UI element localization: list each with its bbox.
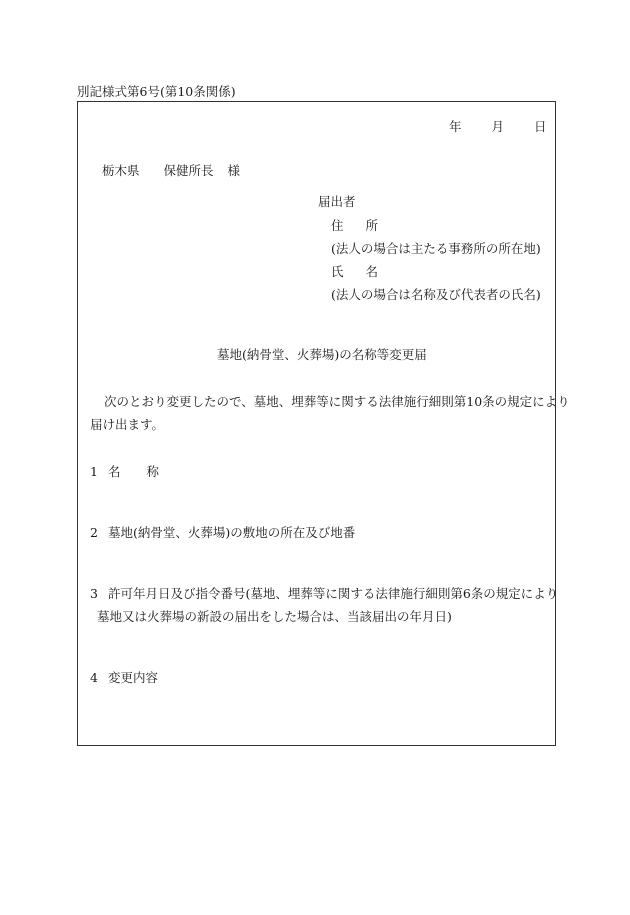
item-1: 1 名 称 [90,464,159,479]
applicant-name-label: 氏 名 [331,264,379,279]
item-4-label: 変更内容 [107,670,158,685]
document-title: 墓地(納骨堂、火葬場)の名称等変更届 [217,347,427,362]
date-line [449,119,547,135]
applicant-address-label: 住 所 [331,218,379,233]
addressee-office: 保健所長 [163,163,214,178]
applicant-name-note: (法人の場合は名称及び代表者の氏名) [331,287,541,302]
day-label: 日 [534,119,547,134]
item-4 [90,670,158,686]
addressee-honorific: 様 [227,163,241,178]
month-label: 月 [491,119,505,134]
item-3-number: 3 [90,586,98,601]
applicant-address-note: (法人の場合は主たる事務所の所在地) [331,241,541,256]
body-line-2: 届け出ます。 [90,417,165,432]
body-line-1: 次のとおり変更したので、墓地、埋葬等に関する法律施行細則第10条の規定により [104,394,570,409]
item-3-continuation: 墓地又は火葬場の新設の届出をした場合は、当該届出の年月日) [97,609,452,624]
item-3-label: 許可年月日及び指令番号(墓地、埋葬等に関する法律施行細則第6条の規定により [107,586,559,601]
addressee [102,163,240,179]
year-label: 年 [449,119,462,134]
applicant-heading: 届出者 [318,194,356,209]
form-label: 別記様式第6号(第10条関係) [77,84,236,99]
addressee-prefecture: 栃木県 [102,163,140,178]
item-2-number: 2 [90,525,98,540]
item-4-number: 4 [90,670,98,685]
item-2-label: 墓地(納骨堂、火葬場)の敷地の所在及び地番 [107,525,356,540]
item-3 [90,586,558,602]
item-2 [90,525,355,541]
item-1-number: 1 [90,464,98,479]
